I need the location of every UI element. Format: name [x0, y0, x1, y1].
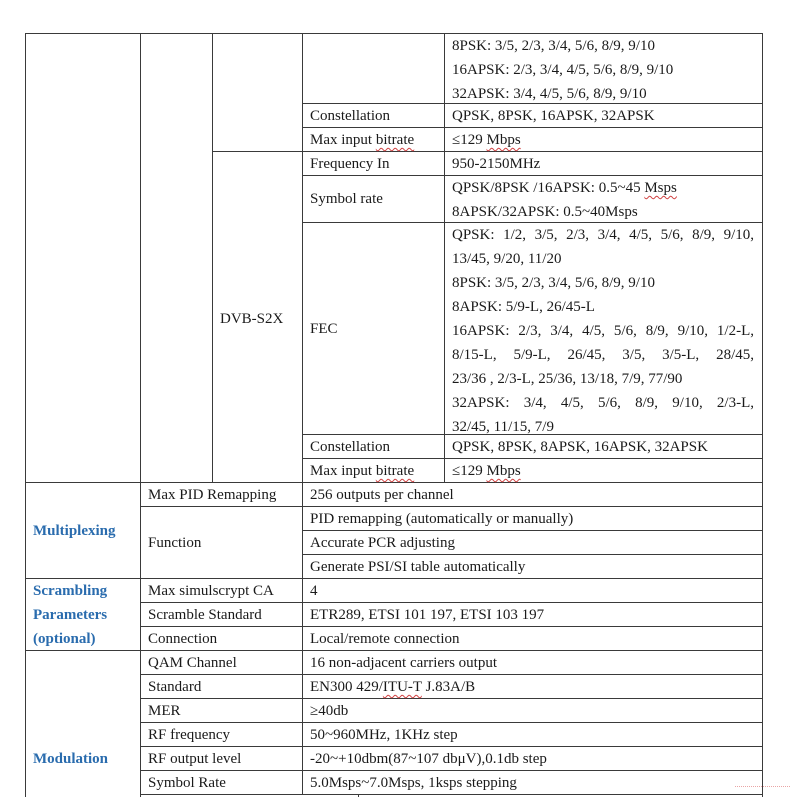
frequency-in-value: 950-2150MHz	[452, 156, 541, 172]
section-scrambling	[33, 579, 107, 651]
value-text: Msps	[644, 180, 677, 196]
label-text: bitrate	[375, 132, 415, 148]
value-text: ≤129	[452, 132, 487, 148]
symbol-rate-line	[452, 176, 677, 200]
section-title-line: Scrambling	[33, 583, 108, 599]
scrambling-row-label: Scramble Standard	[148, 607, 262, 623]
modulation-row-label: RF frequency	[148, 727, 231, 743]
fec-values	[452, 223, 754, 439]
col-divider	[140, 33, 141, 797]
table-border-left	[25, 33, 26, 797]
label-text: Max input	[310, 463, 376, 479]
fec-line: QPSK: 1/2, 3/5, 2/3, 3/4, 4/5, 5/6, 8/9, 9/10,	[452, 227, 754, 243]
col-divider	[302, 482, 303, 794]
fec-line: 13/45, 9/20, 11/20	[452, 251, 562, 267]
fec-line: 32APSK: 3/4, 4/5, 5/6, 8/9, 9/10, 2/3-L,	[452, 395, 754, 411]
label-text: Max input	[310, 132, 376, 148]
section-title-line: Parameters	[33, 607, 108, 623]
modulation-row-label: Symbol Rate	[148, 775, 226, 791]
symbol-rate-value	[452, 176, 677, 224]
col-divider	[212, 33, 213, 482]
scrambling-row-label: Max simulscrypt CA	[148, 583, 274, 599]
dvbs2x-bitrate-value	[452, 459, 521, 483]
value-text: QPSK/8PSK /16APSK: 0.5~45	[452, 180, 645, 196]
watermark-stamp	[735, 786, 790, 798]
frequency-in-label: Frequency In	[310, 156, 390, 172]
modulation-row-value: 16 non-adjacent carriers output	[310, 655, 498, 671]
dvbs2-bitrate-value	[452, 128, 521, 152]
max-pid-value: 256 outputs per channel	[310, 487, 454, 503]
scrambling-row-value: Local/remote connection	[310, 631, 460, 647]
function-value: PID remapping (automatically or manually)	[310, 511, 574, 527]
dvbs2-constellation-value: QPSK, 8PSK, 16APSK, 32APSK	[452, 108, 655, 124]
modulation-row-value: 50~960MHz, 1KHz step	[310, 727, 458, 743]
dvbs2x-bitrate-label	[310, 459, 414, 483]
function-value: Accurate PCR adjusting	[310, 535, 455, 551]
modulation-row-label: MER	[148, 703, 181, 719]
modulation-row-label: QAM Channel	[148, 655, 237, 671]
function-value: Generate PSI/SI table automatically	[310, 559, 526, 575]
value-text: ≤129	[452, 463, 487, 479]
dvbs2-fec-values	[452, 34, 673, 106]
fec-line: 8PSK: 3/5, 2/3, 3/4, 5/6, 8/9, 9/10	[452, 38, 655, 54]
dvbs2x-constellation-label: Constellation	[310, 439, 390, 455]
section-modulation: Modulation	[33, 751, 109, 767]
scrambling-row-value: 4	[310, 583, 318, 599]
fec-line: 8PSK: 3/5, 2/3, 3/4, 5/6, 8/9, 9/10	[452, 275, 655, 291]
max-pid-label: Max PID Remapping	[148, 487, 277, 503]
dvbs2x-label: DVB-S2X	[220, 311, 284, 327]
modulation-row-value: -20~+10dbm(87~107 dbμV),0.1db step	[310, 751, 547, 767]
dvbs2-constellation-label: Constellation	[310, 108, 390, 124]
modulation-row-value: ≥40db	[310, 703, 349, 719]
value-text: Mbps	[486, 132, 521, 148]
fec-line: 16APSK: 2/3, 3/4, 4/5, 5/6, 8/9, 9/10, 1/2-L,	[452, 323, 754, 339]
dvbs2-bitrate-label	[310, 128, 414, 152]
value-text: ITU-T	[382, 679, 422, 695]
fec-line: 32/45, 11/15, 7/9	[452, 419, 554, 435]
table-border-right	[762, 33, 763, 797]
fec-line: 23/36 , 2/3-L, 25/36, 13/18, 7/9, 77/90	[452, 371, 683, 387]
function-label: Function	[148, 535, 202, 551]
fec-line: 8APSK: 5/9-L, 26/45-L	[452, 299, 595, 315]
label-text: bitrate	[375, 463, 415, 479]
value-text: Mbps	[486, 463, 521, 479]
modulation-row-value: 5.0Msps~7.0Msps, 1ksps stepping	[310, 775, 517, 791]
modulation-row-value	[310, 675, 475, 699]
scrambling-row-value: ETR289, ETSI 101 197, ETSI 103 197	[310, 607, 545, 623]
col-divider	[444, 33, 445, 482]
fec-line: 8/15-L, 5/9-L, 26/45, 3/5, 3/5-L, 28/45,	[452, 347, 754, 363]
symbol-rate-label: Symbol rate	[310, 191, 383, 207]
fec-line: 32APSK: 3/4, 4/5, 5/6, 8/9, 9/10	[452, 86, 647, 102]
symbol-rate-line: 8APSK/32APSK: 0.5~40Msps	[452, 204, 638, 220]
modulation-row-label: RF output level	[148, 751, 242, 767]
col-divider	[302, 33, 303, 482]
value-text: J.83A/B	[421, 679, 476, 695]
scrambling-row-label: Connection	[148, 631, 218, 647]
value-text: EN300 429/	[310, 679, 383, 695]
dvbs2x-constellation-value: QPSK, 8PSK, 8APSK, 16APSK, 32APSK	[452, 439, 708, 455]
fec-line: 16APSK: 2/3, 3/4, 4/5, 5/6, 8/9, 9/10	[452, 62, 674, 78]
modulation-row-label: Standard	[148, 679, 202, 695]
fec-label: FEC	[310, 321, 338, 337]
section-title-line: (optional)	[33, 631, 96, 647]
section-multiplexing: Multiplexing	[33, 523, 116, 539]
